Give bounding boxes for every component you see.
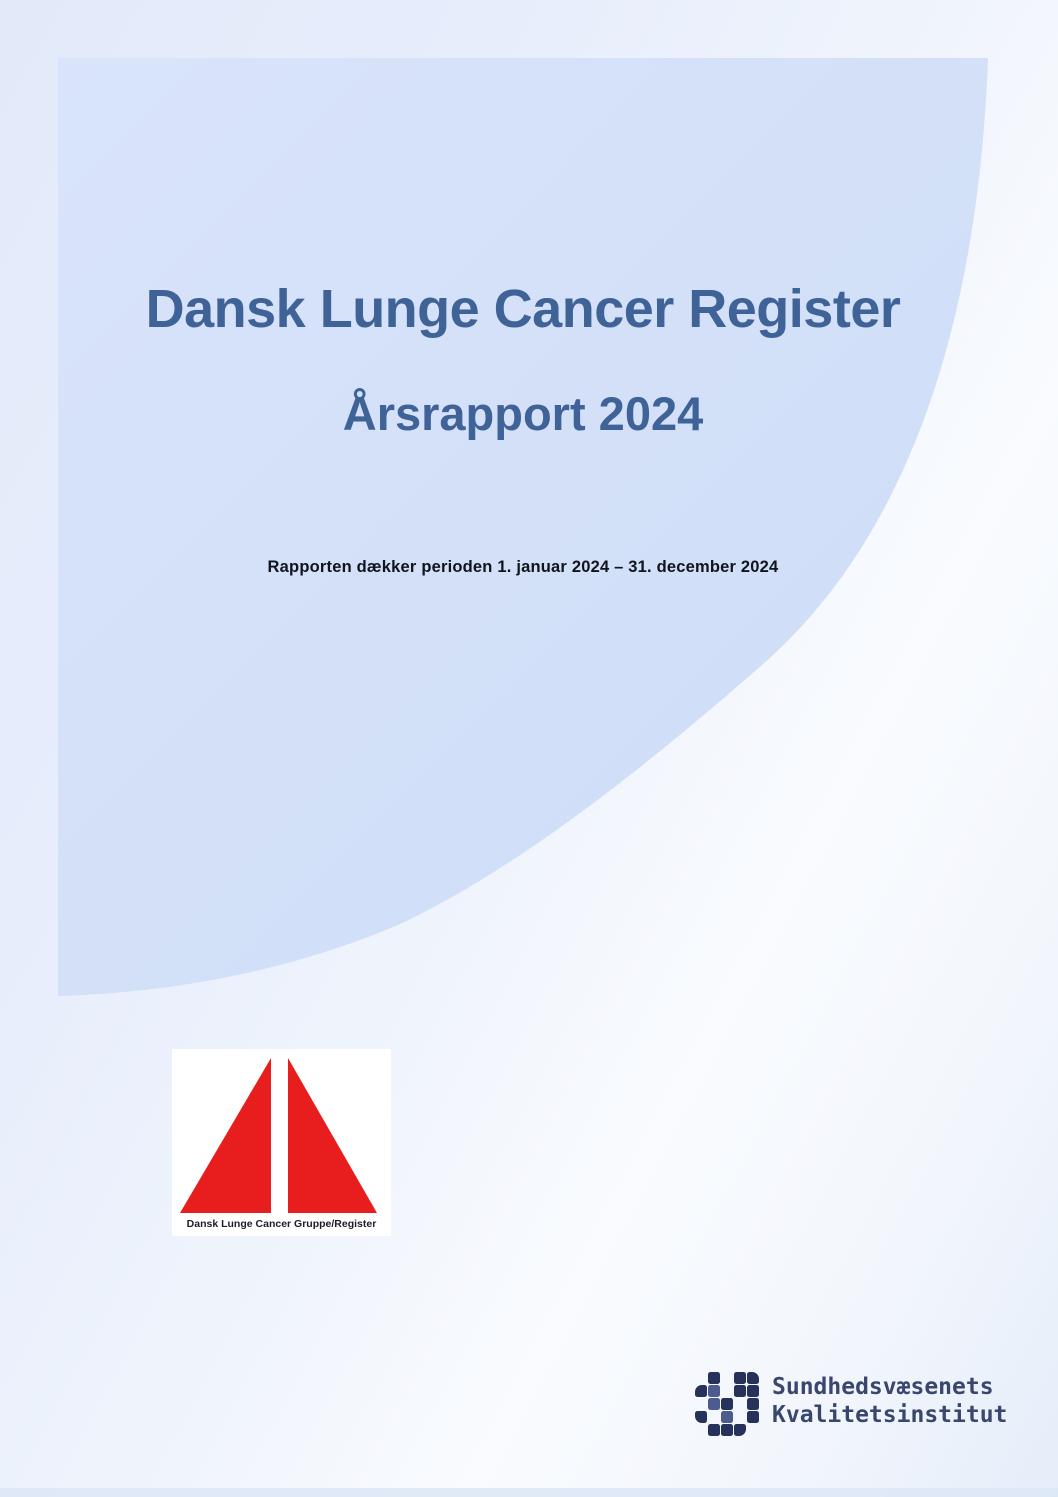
dlcg-triangles-icon <box>172 1049 391 1221</box>
dlcg-logo-caption: Dansk Lunge Cancer Gruppe/Register <box>186 1218 377 1230</box>
publisher-icon-cell <box>721 1424 733 1436</box>
publisher-icon-cell <box>734 1424 746 1436</box>
publisher-icon-cell <box>695 1385 707 1397</box>
cover-panel-shape <box>58 58 988 996</box>
dlcg-logo <box>172 1049 391 1236</box>
report-period-line: Rapporten dækker perioden 1. januar 2024 – 31. december 2024 <box>267 558 779 576</box>
publisher-icon-cell <box>747 1372 759 1384</box>
publisher-icon-cell <box>734 1385 746 1397</box>
publisher-icon-cell <box>708 1372 720 1384</box>
publisher-squares-icon <box>695 1372 759 1436</box>
publisher-name-line2: Kvalitetsinstitut <box>772 1402 1008 1428</box>
publisher-icon-cell <box>695 1411 707 1423</box>
publisher-icon-cell <box>747 1385 759 1397</box>
publisher-name <box>772 1373 1007 1429</box>
report-title: Dansk Lunge Cancer Register <box>145 279 901 339</box>
publisher-icon-cell <box>708 1424 720 1436</box>
publisher-logo <box>695 1371 1007 1436</box>
publisher-name-line1: Sundhedsvæsenets <box>772 1374 994 1400</box>
publisher-icon-cell <box>708 1385 720 1397</box>
publisher-icon-cell <box>708 1398 720 1410</box>
publisher-icon-cell <box>734 1372 746 1384</box>
publisher-icon-cell <box>747 1398 759 1410</box>
publisher-icon-cell <box>721 1398 733 1410</box>
publisher-icon-cell <box>747 1411 759 1423</box>
publisher-icon-cell <box>721 1411 733 1423</box>
report-subtitle: Årsrapport 2024 <box>342 387 704 440</box>
